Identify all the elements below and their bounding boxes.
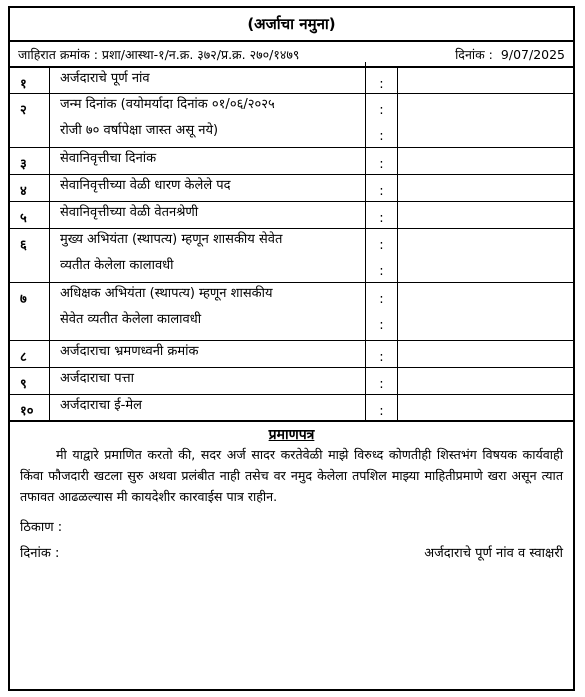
row-label-line: अर्जदाराचा भ्रमणध्वनी क्रमांक xyxy=(60,344,199,359)
form-title xyxy=(10,8,573,42)
row-colon xyxy=(366,395,398,420)
colon-mark: : xyxy=(379,157,384,172)
row-colon xyxy=(366,175,398,201)
form-title-text: (अर्जाचा नमुना) xyxy=(247,15,336,33)
row-label xyxy=(50,389,366,420)
row-label-line: अर्जदाराचा पत्ता xyxy=(60,371,135,386)
colon-mark: : xyxy=(379,211,384,226)
row-value-field[interactable] xyxy=(398,229,573,282)
advertisement-number: जाहिरात क्रमांक : प्रशा/आस्था-१/न.क्र. ३७२/प्र.क्र. २७०/१४७९ xyxy=(18,46,300,62)
row-label xyxy=(50,88,366,147)
row-colon xyxy=(366,341,398,367)
row-label xyxy=(50,277,366,340)
row-label-line: मुख्य अभियंता (स्थापत्य) म्हणून शासकीय सेवेत xyxy=(60,232,283,247)
row-value-field[interactable] xyxy=(398,395,573,420)
row-number: ९ xyxy=(10,368,50,394)
row-colon xyxy=(366,148,398,174)
date-label: दिनांक : xyxy=(455,46,493,62)
row-colon xyxy=(366,283,398,340)
colon-mark: : xyxy=(379,318,384,333)
row-number: ६ xyxy=(10,229,50,282)
row-label-line: सेवानिवृत्तीचा दिनांक xyxy=(60,151,157,166)
colon-mark: : xyxy=(379,184,384,199)
colon-mark: : xyxy=(379,404,384,419)
row-number: १० xyxy=(10,395,50,420)
row-value-field[interactable] xyxy=(398,341,573,367)
row-label-line: जन्म दिनांक (वयोमर्यादा दिनांक ०१/०६/२०२५ xyxy=(60,97,275,112)
row-number: १ xyxy=(10,68,50,93)
row-number: ७ xyxy=(10,283,50,340)
colon-mark: : xyxy=(379,129,384,144)
certificate-section xyxy=(10,422,573,573)
colon-mark: : xyxy=(379,264,384,279)
colon-mark: : xyxy=(379,350,384,365)
row-number: २ xyxy=(10,94,50,147)
row-number: ३ xyxy=(10,148,50,174)
row-number: ८ xyxy=(10,341,50,367)
row-label-line: रोजी ७० वर्षापेक्षा जास्त असू नये) xyxy=(60,123,219,138)
row-colon xyxy=(366,68,398,93)
row-label-line: व्यतीत केलेला कालावधी xyxy=(60,258,174,273)
colon-mark: : xyxy=(379,377,384,392)
row-colon xyxy=(366,229,398,282)
row-label-line: अर्जदाराचा ई-मेल xyxy=(60,398,142,413)
row-number: ४ xyxy=(10,175,50,201)
row-colon xyxy=(366,202,398,228)
signature-area xyxy=(20,517,563,573)
colon-mark: : xyxy=(379,238,384,253)
signature-label: अर्जदाराचे पूर्ण नांव व स्वाक्षरी xyxy=(424,546,563,561)
table-row xyxy=(10,283,573,341)
row-label-line: अधिक्षक अभियंता (स्थापत्य) म्हणून शासकीय xyxy=(60,286,273,301)
row-value-field[interactable] xyxy=(398,368,573,394)
row-colon xyxy=(366,94,398,147)
row-value-field[interactable] xyxy=(398,94,573,147)
row-label-line: सेवानिवृत्तीच्या वेळी वेतनश्रेणी xyxy=(60,205,199,220)
row-label-line: अर्जदाराचे पूर्ण नांव xyxy=(60,71,150,86)
colon-mark: : xyxy=(379,292,384,307)
row-colon xyxy=(366,368,398,394)
date-value: 9/07/2025 xyxy=(500,46,565,62)
form-fields-table xyxy=(10,68,573,422)
row-value-field[interactable] xyxy=(398,283,573,340)
table-row xyxy=(10,94,573,148)
colon-mark: : xyxy=(379,103,384,118)
place-label: ठिकाण : xyxy=(20,520,63,535)
row-value-field[interactable] xyxy=(398,175,573,201)
row-label-line: सेवानिवृत्तीच्या वेळी धारण केलेले पद xyxy=(60,178,231,193)
sign-date-label: दिनांक : xyxy=(20,546,60,561)
application-form xyxy=(8,6,575,691)
certificate-body: मी याद्वारे प्रमाणित करतो की, सदर अर्ज सादर करतेवेळी माझे विरुध्द कोणतीही शिस्तभंग विषयक कार्यवाही किंवा फौजदारी खटला सुरु अथवा प्रलंबीत नाही तसेच वर नमुद केलेला तपशिल माझ्या माहितीप्रमाणे खरा असून त्यात तफावत आढळल्यास मी कायदेशीर कारवाईस पात्र राहीन. xyxy=(20,447,563,504)
row-label xyxy=(50,223,366,282)
advertisement-date xyxy=(455,46,565,63)
table-row xyxy=(10,395,573,422)
table-row xyxy=(10,229,573,283)
row-value-field[interactable] xyxy=(398,148,573,174)
colon-mark: : xyxy=(379,77,384,92)
certificate-title: प्रमाणपत्र xyxy=(268,427,315,443)
row-number: ५ xyxy=(10,202,50,228)
row-value-field[interactable] xyxy=(398,68,573,93)
row-label-line: सेवेत व्यतीत केलेला कालावधी xyxy=(60,312,202,327)
row-value-field[interactable] xyxy=(398,202,573,228)
